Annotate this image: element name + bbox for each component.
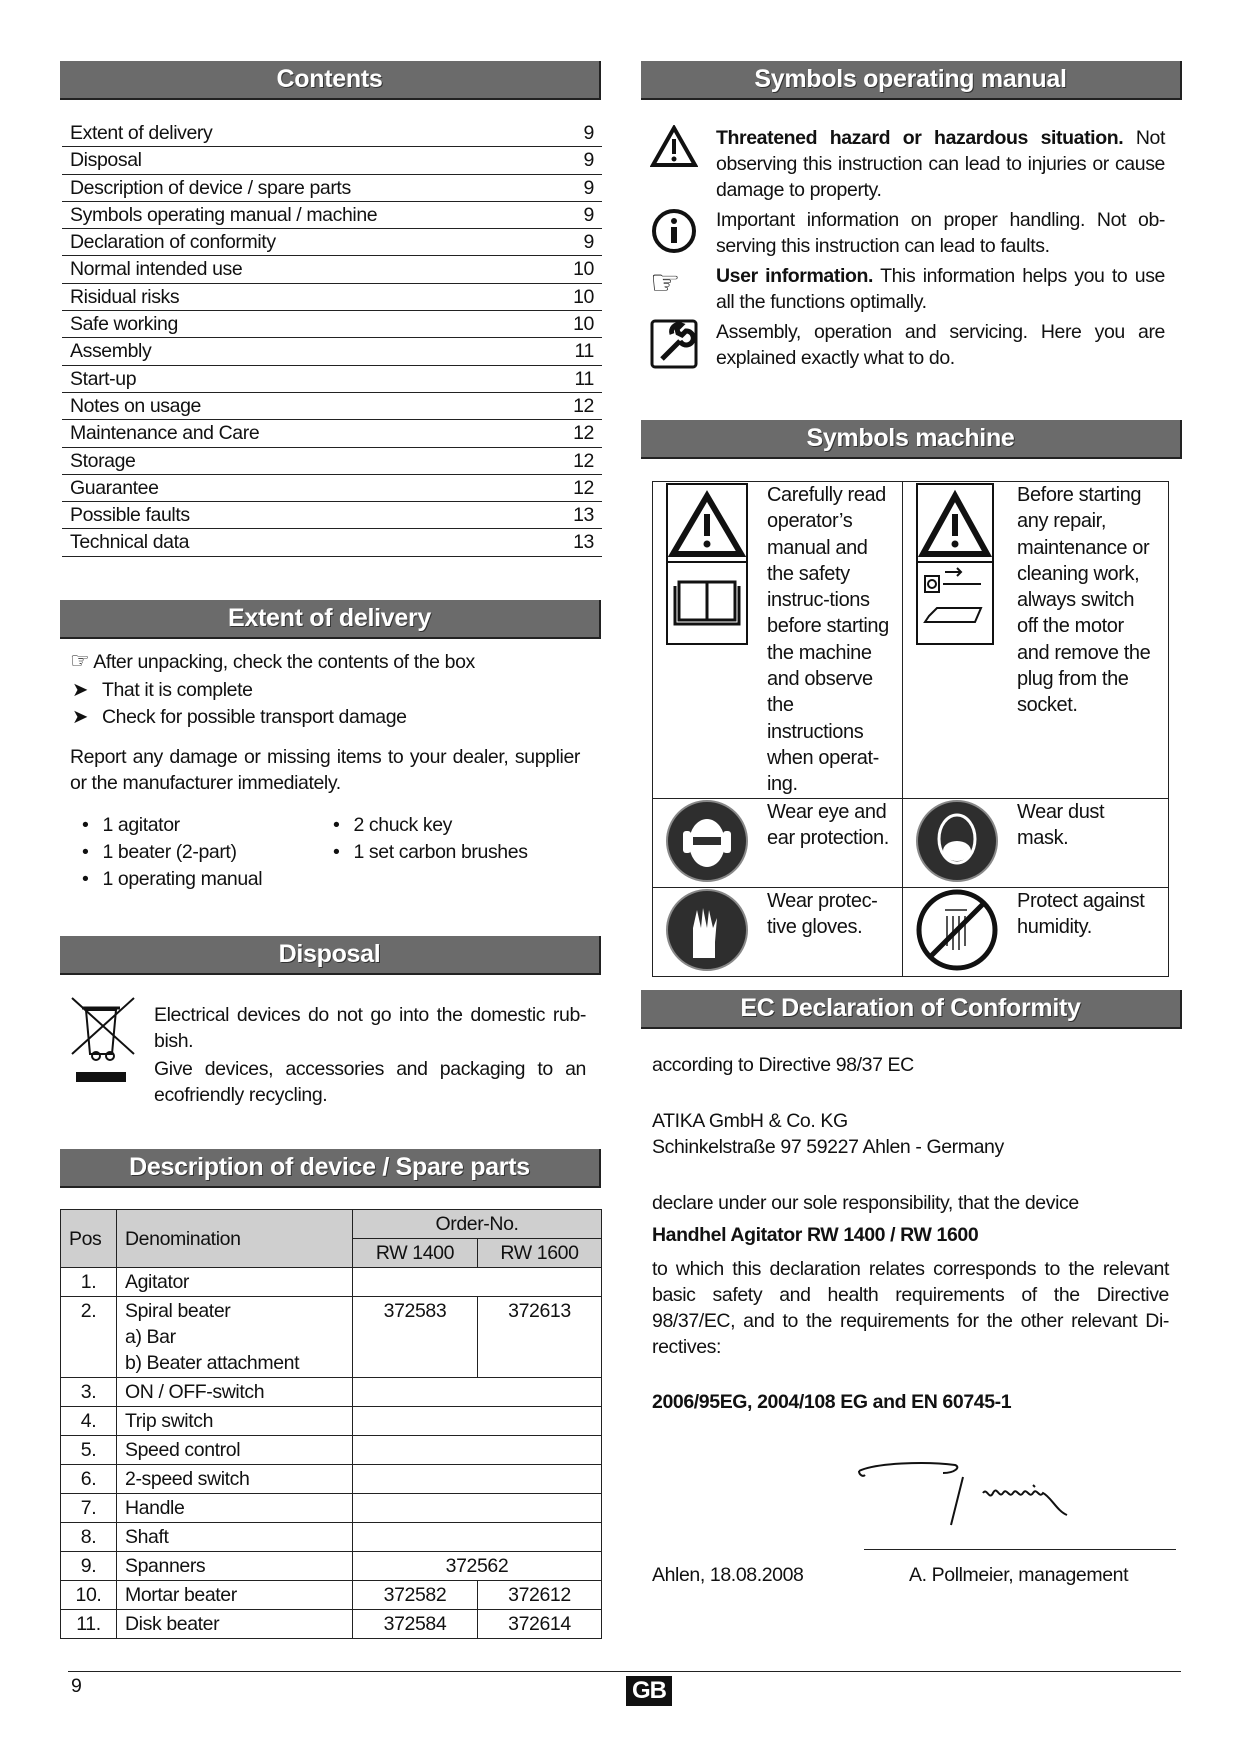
dust-mask-icon (915, 799, 999, 883)
contents-row[interactable] (62, 175, 602, 202)
warning-triangle-icon (650, 125, 698, 169)
order-no-empty (353, 1407, 602, 1436)
contents-label: Possible faults (70, 504, 190, 527)
contents-page: 9 (583, 122, 594, 144)
ec-device: Handhel Agitator RW 1400 / RW 1600 (652, 1224, 979, 1246)
pos: 10. (61, 1581, 117, 1610)
contents-label: Maintenance and Care (70, 422, 260, 445)
contents-row[interactable] (62, 475, 602, 502)
delivery-item: 1 beater (2-part) (102, 841, 237, 863)
part-name: Disk beater (125, 1613, 220, 1635)
extent-header: Extent of delivery (60, 600, 601, 639)
symbol-text: Wear protec-tive gloves. (767, 889, 878, 938)
contents-row[interactable] (62, 502, 602, 529)
symbol-text: This information helps you to use all the functions optimally. (716, 265, 1165, 313)
contents-page: 13 (573, 531, 594, 554)
contents-label: Safe working (70, 313, 178, 336)
symbols-manual-header: Symbols operating manual (641, 61, 1182, 100)
pos: 8. (61, 1523, 117, 1552)
contents-page: 12 (573, 449, 594, 472)
ec-relates: to which this declaration relates corresponds to the relevant basic safety and health requirements of the Directive 98/37/EC, and to the requirements for the other relevant Di-rectives: (652, 1258, 1169, 1358)
items-left: • 1 agitator • 1 beater (2-part) • 1 operating manual (82, 812, 262, 893)
part-name: Spiral beater (125, 1300, 231, 1322)
contents-label: Storage (70, 449, 136, 472)
table-row (61, 1378, 602, 1407)
items-right: • 2 chuck key • 1 set carbon brushes (333, 812, 528, 866)
symbol-text: Not observing this instruction can lead to injuries or cause damage to property. (716, 127, 1165, 201)
delivery-item: 1 operating manual (102, 868, 263, 890)
ec-address: Schinkelstraße 97 59227 Ahlen - Germany (652, 1136, 1004, 1158)
table-row (61, 1494, 602, 1523)
language-badge: GB (626, 1676, 672, 1706)
contents-page: 10 (573, 258, 594, 281)
contents-page: 9 (583, 231, 594, 254)
col-pos: Pos (61, 1210, 117, 1268)
contents-label: Start-up (70, 367, 137, 390)
part-sub: a) Bar (125, 1326, 176, 1348)
contents-page: 13 (573, 504, 594, 527)
order-no-rw1400: 372584 (353, 1610, 478, 1639)
part-name: Handle (125, 1497, 185, 1519)
contents-page: 12 (573, 394, 594, 417)
part-name: 2-speed switch (125, 1468, 250, 1490)
no-humidity-icon (915, 888, 999, 972)
part-name: Shaft (125, 1526, 169, 1548)
order-no-rw1600: 372614 (478, 1610, 602, 1639)
part-name: Spanners (125, 1555, 206, 1577)
symbol-text: Before starting any repair, maintenance or cleaning work, always switch off the motor and remove the plug from the socket. (1017, 484, 1151, 717)
contents-label: Risidual risks (70, 285, 180, 308)
contents-page: 10 (573, 285, 594, 308)
contents-row[interactable] (62, 338, 602, 365)
symbol-text: Wear eye and ear protection. (767, 800, 889, 849)
symbol-text: Carefully read operator’s manual and the safety instruc-tions before starting the machine and observe the instructions when operat-ing. (767, 484, 889, 796)
denomination (117, 1610, 353, 1639)
contents-header: Contents (60, 61, 601, 100)
arrow-bullet-icon: ➤ (72, 706, 88, 728)
part-name: ON / OFF-switch (125, 1381, 265, 1403)
wrench-icon (650, 319, 698, 369)
order-no-rw1400: 372582 (353, 1581, 478, 1610)
order-no-empty (353, 1465, 602, 1494)
part-name: Agitator (125, 1271, 190, 1293)
denomination (117, 1494, 353, 1523)
contents-label: Guarantee (70, 476, 159, 499)
contents-row[interactable] (62, 284, 602, 311)
delivery-item: 1 agitator (102, 814, 180, 836)
pos: 6. (61, 1465, 117, 1494)
order-no-empty (353, 1436, 602, 1465)
contents-row[interactable] (62, 529, 602, 556)
pos: 5. (61, 1436, 117, 1465)
contents-label: Extent of delivery (70, 122, 213, 144)
arrow-bullet-icon: ➤ (72, 679, 88, 701)
contents-label: Normal intended use (70, 258, 243, 281)
part-sub: b) Beater attachment (125, 1352, 300, 1374)
symbol-desc (716, 125, 1165, 203)
page-number: 9 (71, 1675, 82, 1697)
check-item: That it is complete (101, 679, 253, 701)
contents-page: 12 (573, 476, 594, 499)
symbol-desc: Important information on proper handling. Not ob-serving this instruction can lead to faults. (716, 209, 1165, 257)
warning-read-manual-icon (665, 482, 749, 648)
pos: 4. (61, 1407, 117, 1436)
ec-signatory: A. Pollmeier, management (909, 1564, 1129, 1586)
contents-row[interactable] (62, 420, 602, 447)
part-name: Speed control (125, 1439, 241, 1461)
symbol-bold: Threatened hazard or hazardous situation. (716, 127, 1124, 149)
contents-row[interactable] (62, 147, 602, 174)
signature-line (864, 1549, 1176, 1550)
pointing-hand-icon: ☞ (650, 264, 681, 302)
order-no-empty (353, 1523, 602, 1552)
pos: 3. (61, 1378, 117, 1407)
order-no-empty (353, 1268, 602, 1297)
contents-page: 12 (573, 422, 594, 445)
contents-row[interactable] (62, 256, 602, 283)
spare-parts-table (60, 1209, 602, 1639)
contents-page: 11 (574, 367, 594, 390)
part-name: Trip switch (125, 1410, 214, 1432)
machine-symbols-table (652, 481, 1169, 977)
disposal-text-1: Electrical devices do not go into the domestic rub-bish. (154, 1004, 586, 1052)
denomination (117, 1552, 353, 1581)
symbols-machine-header: Symbols machine (641, 420, 1182, 459)
denomination (117, 1297, 353, 1378)
table-row (61, 1407, 602, 1436)
contents-row[interactable] (62, 229, 602, 256)
contents-label: Assembly (70, 340, 152, 363)
table-row (61, 1523, 602, 1552)
contents-page: 9 (583, 176, 594, 199)
pointing-hand-icon: ☞ (70, 648, 90, 673)
order-no-rw1600: 372612 (478, 1581, 602, 1610)
ec-declare: declare under our sole responsibility, that the device (652, 1192, 1079, 1214)
disposal-header: Disposal (60, 936, 601, 975)
pos: 9. (61, 1552, 117, 1581)
symbol-text: Protect against humidity. (1017, 889, 1145, 938)
pos: 1. (61, 1268, 117, 1297)
table-row (61, 1465, 602, 1494)
table-row (61, 1268, 602, 1297)
ec-standards: 2006/95EG, 2004/108 EG and EN 60745-1 (652, 1391, 1012, 1413)
denomination (117, 1407, 353, 1436)
check-item: Check for possible transport damage (101, 706, 407, 728)
eye-ear-protection-icon (665, 799, 749, 883)
intro-text: After unpacking, check the contents of the box (93, 651, 475, 673)
symbol-text: Wear dust mask. (1017, 800, 1105, 849)
part-name: Mortar beater (125, 1584, 237, 1606)
table-row (61, 1436, 602, 1465)
order-no-rw1600: 372613 (478, 1297, 602, 1378)
ec-header: EC Declaration of Conformity (641, 990, 1182, 1029)
denomination (117, 1268, 353, 1297)
ec-company: ATIKA GmbH & Co. KG (652, 1110, 848, 1132)
pos: 11. (61, 1610, 117, 1639)
table-row (61, 1610, 602, 1639)
symbol-bold: User information. (716, 265, 874, 287)
pos: 7. (61, 1494, 117, 1523)
delivery-item: 1 set carbon brushes (353, 841, 528, 863)
pos: 2. (61, 1297, 117, 1378)
contents-row[interactable] (62, 448, 602, 475)
table-row (61, 1581, 602, 1610)
col-rw1600: RW 1600 (478, 1239, 602, 1268)
contents-page: 9 (583, 203, 594, 226)
contents-page: 10 (573, 313, 594, 336)
denomination (117, 1581, 353, 1610)
info-icon (650, 207, 698, 255)
order-no-empty (353, 1494, 602, 1523)
check-list (72, 677, 407, 731)
contents-label: Description of device / spare parts (70, 176, 351, 199)
contents-label: Notes on usage (70, 394, 201, 417)
col-denomination: Denomination (117, 1210, 353, 1268)
contents-label: Symbols operating manual / machine (70, 203, 378, 226)
contents-list (62, 120, 602, 557)
denomination (117, 1378, 353, 1407)
ec-directive: according to Directive 98/37 EC (652, 1054, 914, 1076)
denomination (117, 1465, 353, 1494)
order-no-empty (353, 1378, 602, 1407)
contents-label: Declaration of conformity (70, 231, 276, 254)
denomination (117, 1523, 353, 1552)
contents-row[interactable] (62, 393, 602, 420)
symbol-desc: Assembly, operation and servicing. Here you are explained exactly what to do. (716, 321, 1165, 369)
contents-page: 9 (583, 149, 594, 172)
footer-line (68, 1671, 1181, 1672)
extent-intro (70, 648, 475, 675)
denomination (117, 1436, 353, 1465)
description-header: Description of device / Spare parts (60, 1149, 601, 1188)
contents-label: Disposal (70, 149, 142, 172)
symbol-desc (716, 263, 1165, 315)
contents-row[interactable] (62, 202, 602, 229)
extent-report: Report any damage or missing items to your dealer, supplier or the manufacturer immediately. (70, 746, 580, 794)
warning-unplug-icon (915, 482, 999, 648)
disposal-text-2: Give devices, accessories and packaging to an ecofriendly recycling. (154, 1058, 586, 1106)
col-order-no: Order-No. (353, 1210, 602, 1239)
order-no-rw1400: 372583 (353, 1297, 478, 1378)
table-row (61, 1552, 602, 1581)
order-no: 372562 (353, 1552, 602, 1581)
signature (855, 1455, 1175, 1530)
contents-row[interactable] (62, 311, 602, 338)
table-row (61, 1297, 602, 1378)
ec-place-date: Ahlen, 18.08.2008 (652, 1564, 804, 1586)
contents-page: 11 (574, 340, 594, 363)
gloves-icon (665, 888, 749, 972)
symbols-manual-list (650, 125, 1165, 371)
contents-label: Technical data (70, 531, 190, 554)
col-rw1400: RW 1400 (353, 1239, 478, 1268)
contents-row[interactable] (62, 366, 602, 393)
crossed-bin-icon (68, 994, 138, 1086)
contents-row[interactable] (62, 120, 602, 147)
delivery-item: 2 chuck key (353, 814, 453, 836)
